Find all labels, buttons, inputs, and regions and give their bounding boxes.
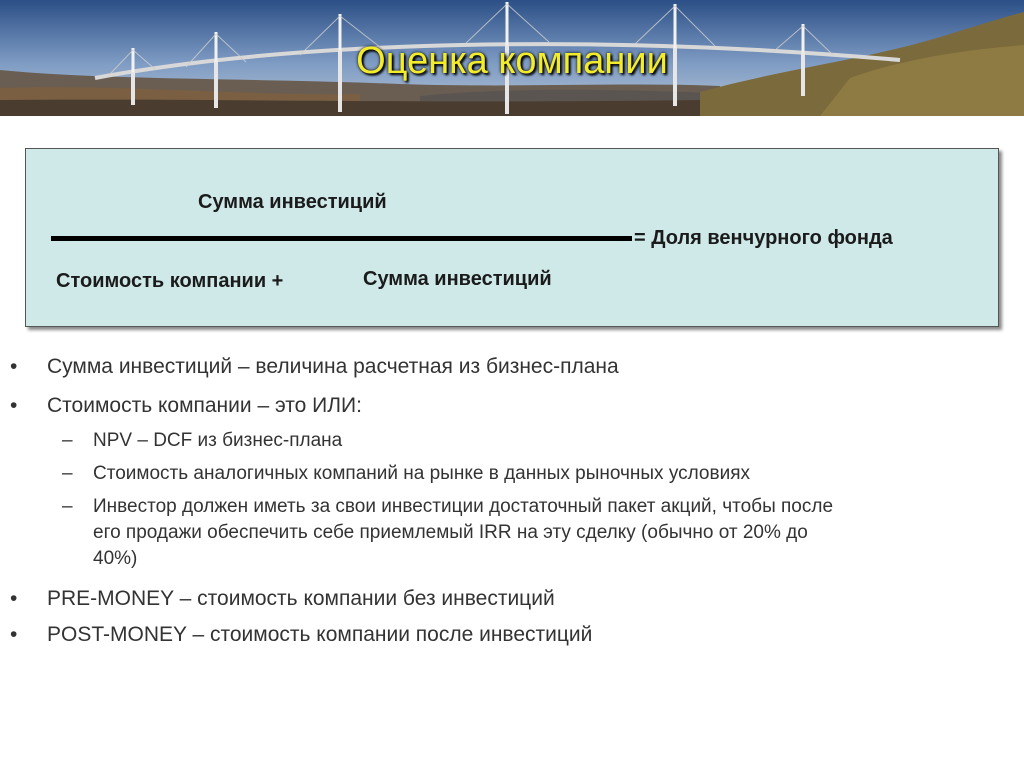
formula-denominator-investment: Сумма инвестиций bbox=[363, 268, 552, 290]
sub-bullet-marker: – bbox=[62, 463, 73, 484]
sub-bullet-marker: – bbox=[62, 496, 73, 517]
formula-result: = Доля венчурного фонда bbox=[634, 227, 893, 249]
slide-title: Оценка компании bbox=[356, 40, 668, 82]
sub-bullet-marker: – bbox=[62, 430, 73, 451]
bullet-company-value: Стоимость компании – это ИЛИ: bbox=[47, 394, 362, 417]
bullet-marker: • bbox=[10, 355, 18, 378]
fraction-line bbox=[51, 236, 632, 241]
formula-denominator-company-value: Стоимость компании + bbox=[56, 270, 284, 292]
bullet-pre-money: PRE-MONEY – стоимость компании без инвестиций bbox=[47, 587, 555, 610]
bullet-marker: • bbox=[10, 587, 18, 610]
formula-numerator: Сумма инвестиций bbox=[198, 191, 387, 213]
bullet-marker: • bbox=[10, 394, 18, 417]
bullet-marker: • bbox=[10, 623, 18, 646]
sub-bullet-investor-share-line-3: 40%) bbox=[93, 548, 138, 569]
bullet-investment-amount: Сумма инвестиций – величина расчетная из бизнес-плана bbox=[47, 355, 619, 378]
sub-bullet-comparable-companies: Стоимость аналогичных компаний на рынке в данных рыночных условиях bbox=[93, 463, 750, 484]
sub-bullet-npv-dcf: NPV – DCF из бизнес-плана bbox=[93, 430, 343, 451]
bullet-post-money: POST-MONEY – стоимость компании после инвестиций bbox=[47, 623, 593, 646]
sub-bullet-investor-share-line-1: Инвестор должен иметь за свои инвестиции достаточный пакет акций, чтобы после bbox=[93, 496, 834, 517]
sub-bullet-investor-share-line-2: его продажи обеспечить себе приемлемый IRR на эту сделку (обычно от 20% до bbox=[93, 522, 808, 543]
formula-box bbox=[25, 148, 999, 327]
